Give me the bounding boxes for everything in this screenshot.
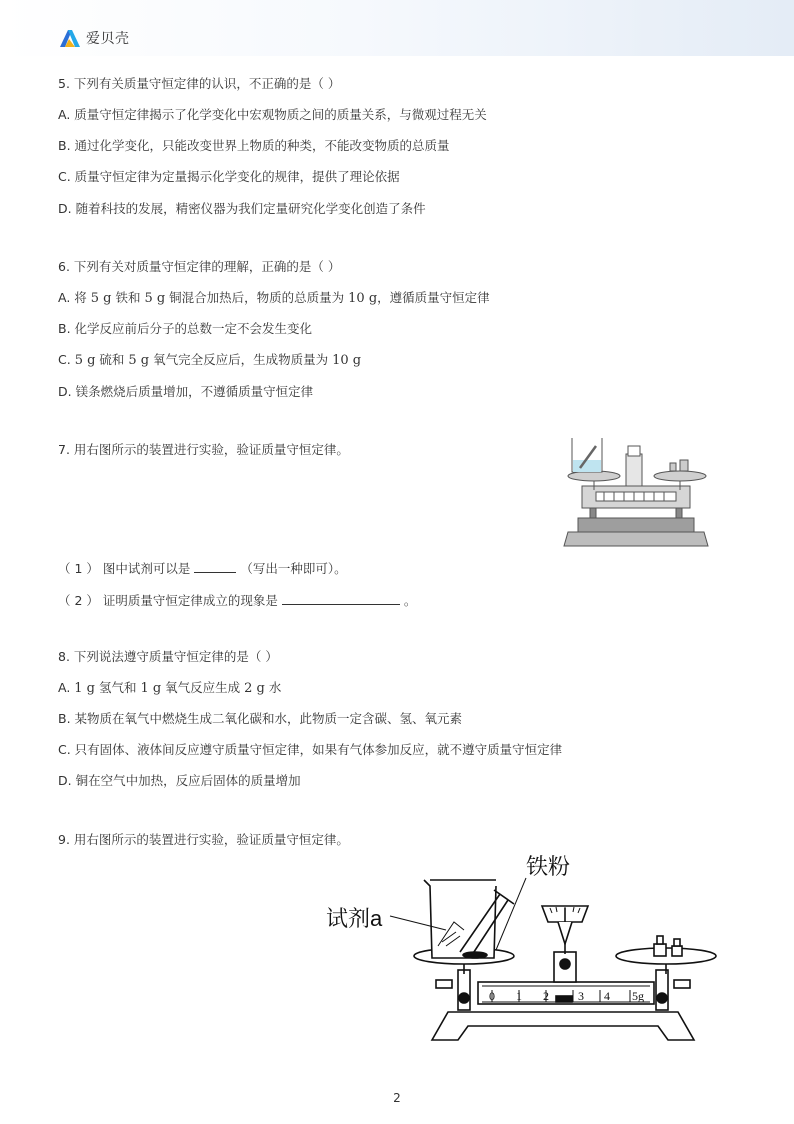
q6-option-b: B. 化学反应前后分子的总数一定不会发生变化: [58, 321, 313, 336]
q7-sub2: （ 2 ） 证明质量守恒定律成立的现象是 。: [58, 593, 417, 608]
q9-label-iron: 铁粉: [526, 854, 571, 879]
page-number: 2: [393, 1091, 401, 1105]
logo-text: 爱贝壳: [86, 31, 130, 47]
brand-logo: [58, 26, 130, 50]
scale-tick-label: 4: [604, 989, 610, 1003]
q6-stem: 6. 下列有关对质量守恒定律的理解，正确的是（ ）: [58, 259, 341, 274]
scale-tick-label: 5g: [632, 989, 644, 1003]
scale-tick-label: 1: [516, 989, 522, 1003]
q6-option-a: A. 将 5 g 铁和 5 g 铜混合加热后，物质的总质量为 10 g，遵循质量守恒定律: [58, 290, 490, 306]
q8-option-b: B. 某物质在氧气中燃烧生成二氧化碳和水，此物质一定含碳、氢、氧元素: [58, 711, 463, 726]
logo-icon: [58, 28, 82, 48]
q9-balance-figure: [320, 850, 730, 1050]
q7-stem: 7. 用右图所示的装置进行实验，验证质量守恒定律。: [58, 442, 349, 457]
q8-option-a: A. 1 g 氢气和 1 g 氧气反应生成 2 g 水: [58, 680, 282, 696]
q7-sub1: （ 1 ） 图中试剂可以是 （写出一种即可）。: [58, 561, 347, 576]
q6-option-c: C. 5 g 硫和 5 g 氧气完全反应后，生成物质量为 10 g: [58, 352, 362, 368]
scale-tick-label: 3: [578, 989, 584, 1003]
q7-sub2-blank[interactable]: [282, 592, 400, 605]
q5-option-c: C. 质量守恒定律为定量揭示化学变化的规律，提供了理论依据: [58, 169, 400, 184]
q5-option-b: B. 通过化学变化，只能改变世界上物质的种类，不能改变物质的总质量: [58, 138, 450, 153]
q5-stem: 5. 下列有关质量守恒定律的认识，不正确的是（ ）: [58, 76, 341, 91]
q8-option-c: C. 只有固体、液体间反应遵守质量守恒定律，如果有气体参加反应，就不遵守质量守恒定律: [58, 742, 563, 757]
q7-balance-figure: [556, 430, 716, 550]
scale-tick-label: 2: [543, 989, 549, 1003]
q7-sub1-blank[interactable]: [194, 560, 236, 573]
q6-option-d: D. 镁条燃烧后质量增加，不遵循质量守恒定律: [58, 384, 314, 399]
q8-stem: 8. 下列说法遵守质量守恒定律的是（ ）: [58, 649, 278, 664]
scale-tick-label: 0: [489, 989, 495, 1003]
q5-option-d: D. 随着科技的发展，精密仪器为我们定量研究化学变化创造了条件: [58, 201, 426, 216]
q9-stem: 9. 用右图所示的装置进行实验，验证质量守恒定律。: [58, 832, 349, 847]
q5-option-a: A. 质量守恒定律揭示了化学变化中宏观物质之间的质量关系，与微观过程无关: [58, 107, 487, 122]
q8-option-d: D. 铜在空气中加热，反应后固体的质量增加: [58, 773, 301, 788]
q9-label-reagent: 试剂a: [326, 906, 383, 931]
